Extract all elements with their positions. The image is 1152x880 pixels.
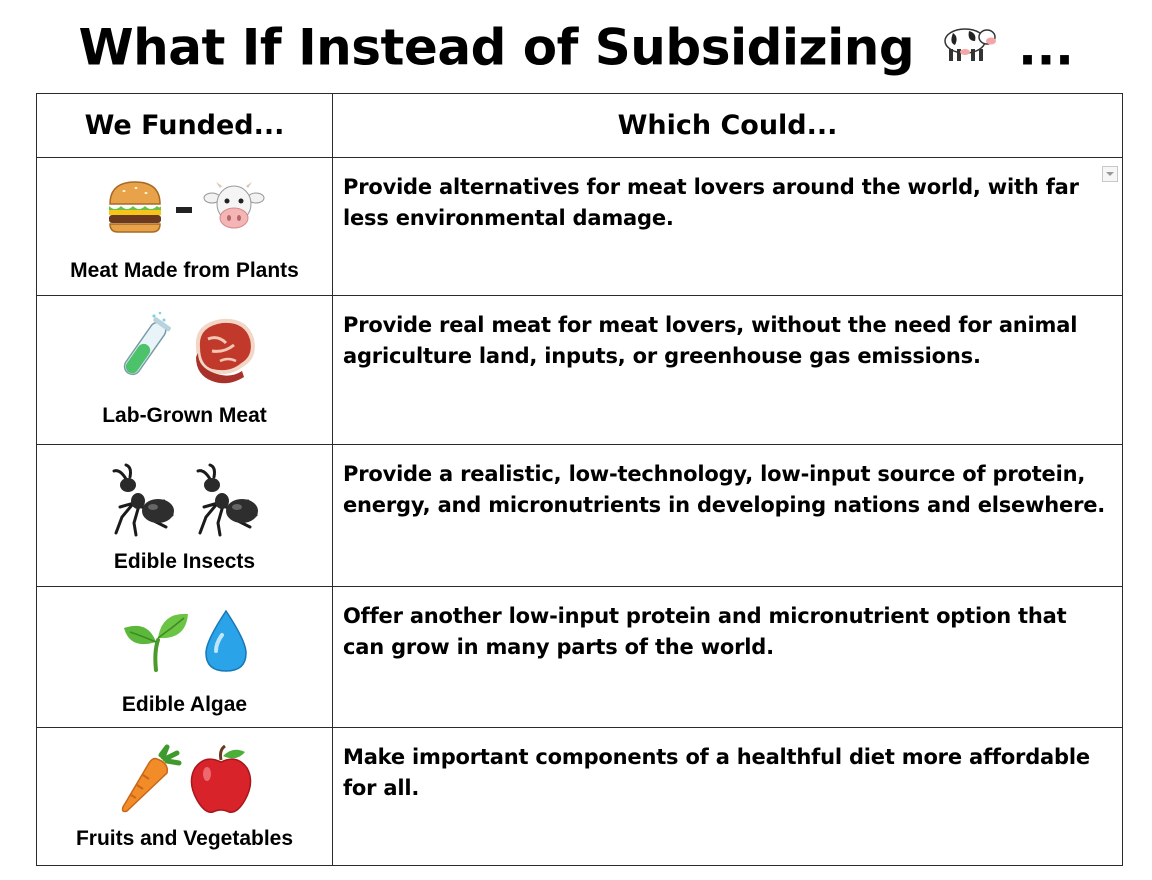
funded-label: Fruits and Vegetables [75, 827, 294, 850]
cow-icon [935, 12, 997, 84]
table-row [37, 158, 1123, 296]
steak-icon [190, 317, 256, 386]
funded-label: Edible Algae [121, 693, 248, 716]
funded-cell [37, 728, 333, 866]
table-row [37, 728, 1123, 866]
description-text: Provide alternatives for meat lovers around the world, with far less environmental damage. [343, 175, 1079, 230]
description-cell [333, 445, 1123, 587]
cell-dropdown-button[interactable] [1102, 166, 1118, 182]
burger-icon [106, 180, 164, 239]
description-cell [333, 296, 1123, 445]
icon-group [37, 445, 332, 542]
ant-icon [108, 465, 178, 542]
table-row [37, 296, 1123, 445]
header-row [37, 94, 1123, 158]
funded-cell [37, 587, 333, 728]
dash-icon [176, 201, 192, 219]
comparison-table [36, 93, 1123, 866]
droplet-icon [204, 609, 248, 678]
chevron-down-icon [1103, 167, 1117, 181]
funded-label: Edible Insects [113, 550, 256, 573]
description-cell [333, 728, 1123, 866]
test-tube-icon [114, 310, 174, 393]
carrot-icon [117, 745, 181, 818]
title-ellipsis: ... [1018, 18, 1074, 77]
funded-cell [37, 158, 333, 296]
icon-group [37, 728, 332, 819]
description-text: Provide real meat for meat lovers, without the need for animal agriculture land, inputs, or greenhouse gas emissions. [343, 313, 1078, 368]
table-row [37, 445, 1123, 587]
icon-group [37, 158, 332, 239]
header-we-funded: We Funded... [37, 94, 333, 158]
description-text: Make important components of a healthful diet more affordable for all. [343, 745, 1090, 800]
page-title [0, 8, 1152, 84]
funded-label: Meat Made from Plants [70, 259, 299, 282]
apple-icon [189, 744, 253, 819]
description-text: Provide a realistic, low-technology, low-input source of protein, energy, and micronutrients in developing nations and elsewhere. [343, 462, 1106, 517]
header-which-could: Which Could... [333, 94, 1123, 158]
funded-cell [37, 445, 333, 587]
table-row [37, 587, 1123, 728]
ant-icon [192, 465, 262, 542]
icon-group [37, 587, 332, 678]
funded-label: Lab-Grown Meat [102, 404, 267, 427]
cow-face-icon [204, 180, 264, 239]
title-text: What If Instead of Subsidizing [78, 18, 915, 77]
description-cell [333, 158, 1123, 296]
icon-group [37, 296, 332, 393]
funded-cell [37, 296, 333, 445]
description-text: Offer another low-input protein and micronutrient option that can grow in many parts of the world. [343, 604, 1067, 659]
seedling-icon [122, 610, 190, 677]
description-cell [333, 587, 1123, 728]
